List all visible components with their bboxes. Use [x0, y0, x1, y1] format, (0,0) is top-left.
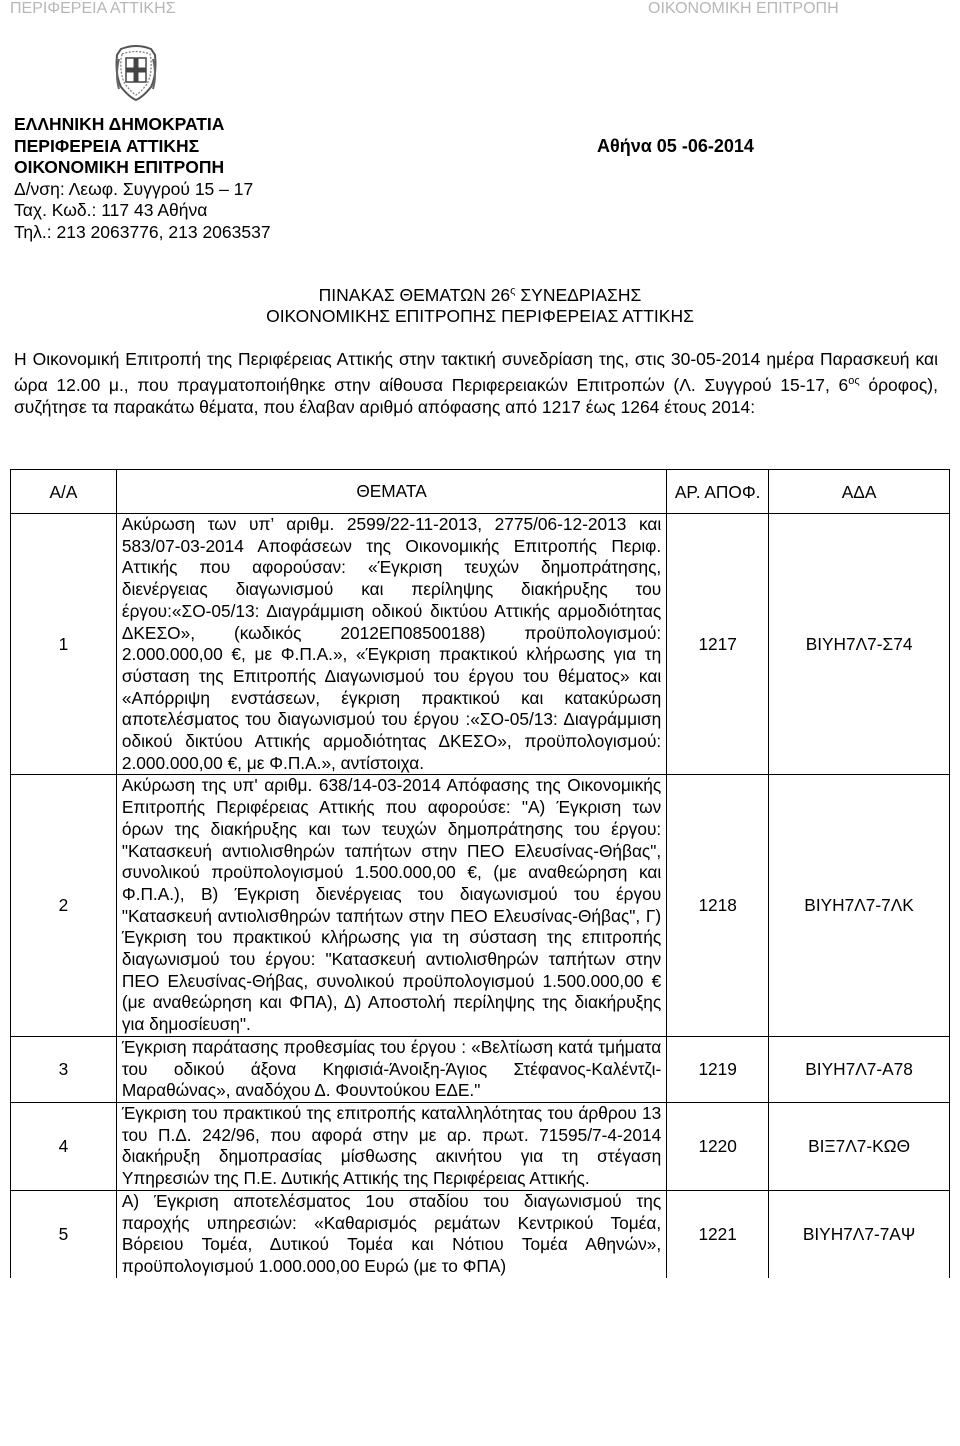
table-row — [11, 514, 950, 775]
table-row — [11, 1190, 950, 1277]
title-line1: ΠΙΝΑΚΑΣ ΘΕΜΑΤΩΝ 26 — [318, 284, 511, 305]
title-superscript: ς — [510, 285, 516, 297]
phone-line: Τηλ.: 213 2063776, 213 2063537 — [14, 221, 271, 242]
row-topic: Έγκριση του πρακτικού της επιτροπής καταλληλότητας του άρθρου 13 του Π.Δ. 242/96, που αφορά στην με αρ. πρωτ. 71595/7-4-2014 διακήρυξη δημοπρασίας μίσθωσης ακινήτου για τη στέγαση Υπηρεσιών της Π.Ε. Δυτικής Αττικής της Περιφέρειας Αττικής. — [116, 1102, 666, 1190]
table-header-row — [11, 470, 950, 514]
header-region-name: ΠΕΡΙΦΕΡΕΙΑ ΑΤΤΙΚΗΣ — [10, 0, 176, 17]
header-topics: ΘΕΜΑΤΑ — [116, 470, 666, 514]
title-line2: ΟΙΚΟΝΟΜΙΚΗΣ ΕΠΙΤΡΟΠΗΣ ΠΕΡΙΦΕΡΕΙΑΣ ΑΤΤΙΚΗΣ — [266, 305, 694, 326]
row-ada: ΒΙΞ7Λ7-ΚΩΘ — [769, 1102, 950, 1190]
row-topic: Ακύρωση της υπ' αριθμ. 638/14-03-2014 Απόφασης της Οικονομικής Επιτροπής Περιφέρειας Αττικής που αφορούσε: "Α) Έγκριση των όρων της διακήρυξης και των τευχών δημοπράτησης του έργου: "Κατασκευή αντιολισθηρών ταπήτων στην ΠΕΟ Ελευσίνας-Θήβας", συνολικού προϋπολογισμού 1.500.000,00 €, (με αναθεώρηση και Φ.Π.Α.), Β) Έγκριση διενέργειας του διαγωνισμού του έργου "Κατασκευή αντιολισθηρών ταπήτων στην ΠΕΟ Ελευσίνας-Θήβας", Γ) Έγκριση του πρακτικού κλήρωσης για τη σύσταση της επιτροπής διαγωνισμού του έργου: "Κατασκευή αντιολισθηρών ταπήτων στην ΠΕΟ Ελευσίνας-Θήβας, συνολικού προϋπολογισμού 1.500.000,00 € (με αναθεώρηση και ΦΠΑ), Δ) Αποστολή περίληψης της διακήρυξης για δημοσίευση". — [116, 775, 666, 1036]
address-line: Δ/νση: Λεωφ. Συγγρού 15 – 17 — [14, 178, 254, 199]
intro-paragraph — [14, 348, 938, 418]
row-aa: 1 — [11, 514, 117, 775]
row-aa: 2 — [11, 775, 117, 1036]
country-name: ΕΛΛΗΝΙΚΗ ΔΗΜΟΚΡΑΤΙΑ — [14, 114, 225, 134]
intro-text-2: όροφος), συζήτησε τα παρακάτω θέματα, που έλαβαν αριθμό απόφασης από 1217 έως 1264 έτους 2014: — [14, 374, 938, 417]
row-aa: 3 — [11, 1036, 117, 1102]
row-ada: ΒΙΥΗ7Λ7-7ΑΨ — [769, 1190, 950, 1277]
table-row — [11, 1036, 950, 1102]
row-aa: 5 — [11, 1190, 117, 1277]
row-ada: ΒΙΥΗ7Λ7-7ΛΚ — [769, 775, 950, 1036]
header-aa: Α/Α — [11, 470, 117, 514]
greek-coat-of-arms-icon — [111, 45, 161, 101]
row-decision-number: 1217 — [667, 514, 769, 775]
row-decision-number: 1221 — [667, 1190, 769, 1277]
table-row — [11, 775, 950, 1036]
row-topic: Έγκριση παράτασης προθεσμίας του έργου : «Βελτίωση κατά τμήματα του οδικού άξονα Κηφισιά-Άνοιξη-Άγιος Στέφανος-Καλέντζι-Μαραθώνας», αναδόχου Δ. Φουντούκου ΕΔΕ." — [116, 1036, 666, 1102]
row-decision-number: 1220 — [667, 1102, 769, 1190]
row-topic: Ακύρωση των υπ’ αριθμ. 2599/22-11-2013, 2775/06-12-2013 και 583/07-03-2014 Αποφάσεων της Οικονομικής Επιτροπής Περιφ. Αττικής που αφορούσαν: «Έγκριση τευχών δημοπράτησης, διενέργειας διαγωνισμού και περίληψης διακήρυξης του έργου:«ΣΟ-05/13: Διαγράμμιση οδικού δικτύου Αττικής αρμοδιότητας ΔΚΕΣΟ», (κωδικός 2012ΕΠ08500188) προϋπολογισμού: 2.000.000,00 €, με Φ.Π.Α.», «Έγκριση πρακτικού κλήρωσης για τη σύσταση της Επιτροπής Διαγωνισμού του έργου του θέματος» και «Απόρριψη ενστάσεων, έγκριση πρακτικού και κατακύρωση αποτελέσματος του διαγωνισμού του έργου :«ΣΟ-05/13: Διαγράμμιση οδικού δικτύου Αττικής αρμοδιότητας ΔΚΕΣΟ», προϋπολογισμού: 2.000.000,00 €, με Φ.Π.Α.», αντίστοιχα. — [116, 514, 666, 775]
intro-superscript: ος — [848, 375, 860, 387]
row-aa: 4 — [11, 1102, 117, 1190]
row-ada: ΒΙΥΗ7Λ7-Σ74 — [769, 514, 950, 775]
header-committee-name: ΟΙΚΟΝΟΜΙΚΗ ΕΠΙΤΡΟΠΗ — [648, 0, 839, 17]
decisions-table — [10, 469, 950, 1278]
row-decision-number: 1218 — [667, 775, 769, 1036]
issuer-block — [14, 114, 271, 243]
region-name: ΠΕΡΙΦΕΡΕΙΑ ΑΤΤΙΚΗΣ — [14, 135, 200, 156]
title-line1-end: ΣΥΝΕΔΡΙΑΣΗΣ — [515, 284, 642, 305]
intro-text-1: Η Οικονομική Επιτροπή της Περιφέρειας Αττικής στην τακτική συνεδρίαση της, στις 30-05-2014 ημέρα Παρασκευή και ώρα 12.00 μ., που πραγματοποιήθηκε στην αίθουσα Περιφερειακών Επιτροπών (Λ. Συγγρού 15-17, 6 — [14, 349, 938, 395]
document-date: Αθήνα 05 -06-2014 — [597, 136, 754, 156]
header-ada: ΑΔΑ — [769, 470, 950, 514]
postcode-line: Ταχ. Κωδ.: 117 43 Αθήνα — [14, 200, 208, 220]
row-ada: ΒΙΥΗ7Λ7-Α78 — [769, 1036, 950, 1102]
document-title — [0, 281, 960, 327]
header-decision-number: ΑΡ. ΑΠΟΦ. — [667, 470, 769, 514]
row-topic: Α) Έγκριση αποτελέσματος 1ου σταδίου του διαγωνισμού της παροχής υπηρεσιών: «Καθαρισμός ρεμάτων Κεντρικού Τομέα, Βόρειου Τομέα, Δυτικού Τομέα και Νότιου Τομέα Αθηνών», προϋπολογισμού 1.000.000,00 Ευρώ (με το ΦΠΑ) — [116, 1190, 666, 1277]
table-row — [11, 1102, 950, 1190]
running-header — [0, 0, 960, 22]
row-decision-number: 1219 — [667, 1036, 769, 1102]
committee-name: ΟΙΚΟΝΟΜΙΚΗ ΕΠΙΤΡΟΠΗ — [14, 157, 225, 177]
